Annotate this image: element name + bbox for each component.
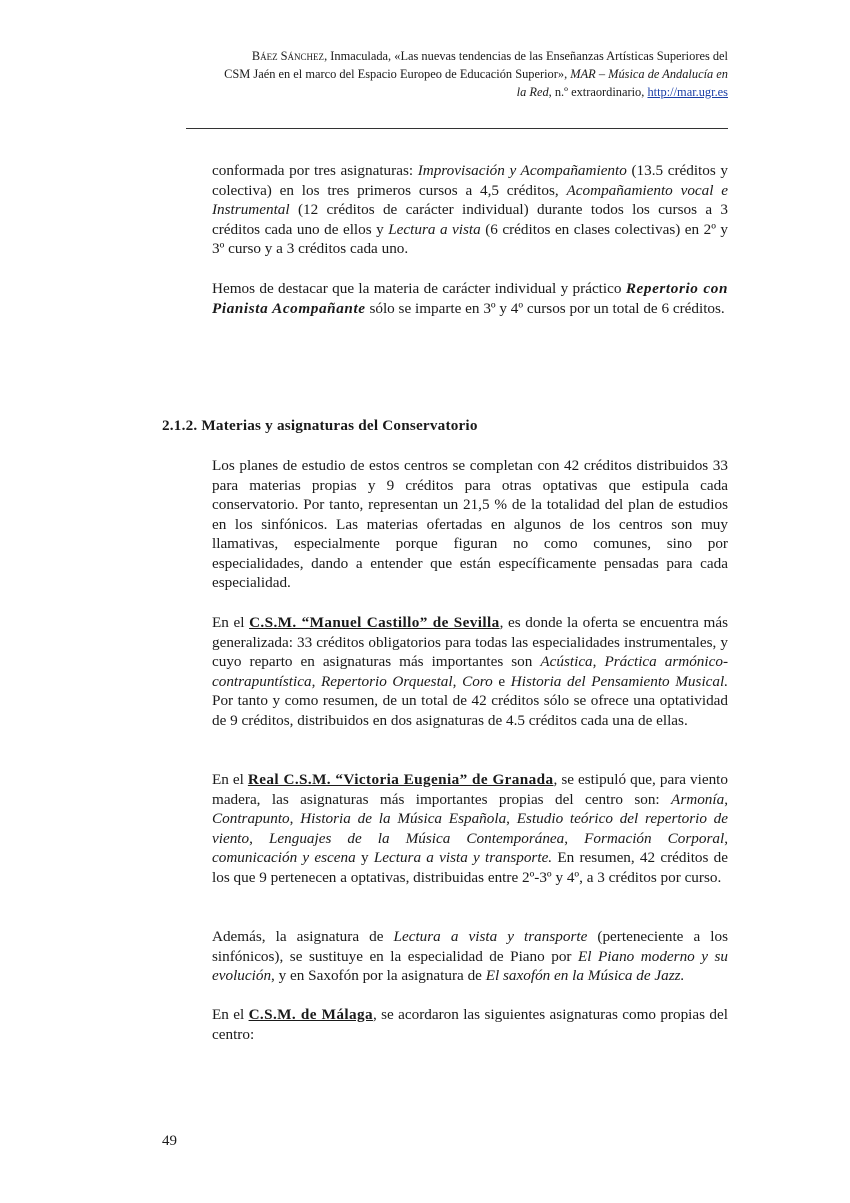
text: (12 créditos de carácter individual) durante todos los cursos a 3 créditos cada uno de ellos y <box>212 201 728 238</box>
text: , y en Saxofón por la asignatura de <box>271 967 486 984</box>
text: , <box>311 672 321 690</box>
institution-name: C.S.M. “Manuel Castillo” de Sevilla <box>249 614 500 631</box>
text: , <box>564 829 585 847</box>
header-author: Báez Sánchez <box>251 49 325 63</box>
bold-italic-text: Repertorio con Pianista Acompañante <box>212 280 728 317</box>
text: sólo se imparte en 3º y 4º cursos por un total de 6 créditos. <box>365 299 725 317</box>
text: Además, la asignatura de <box>212 928 394 945</box>
italic-text: Contrapunto <box>212 810 290 827</box>
text: (6 créditos en clases colectivas) en 2º y 3º curso y a 3 créditos cada uno. <box>212 220 728 257</box>
paragraph <box>212 161 728 259</box>
text: (perteneciente a los sinfónicos), se sustituye en la especialidad de Piano por <box>212 928 728 965</box>
italic-text: Acompañamiento vocal e Instrumental <box>212 181 729 218</box>
header-journal: la Red <box>516 85 549 99</box>
text: y <box>355 849 374 866</box>
paragraph <box>212 613 728 730</box>
paragraph: Los planes de estudio de estos centros se completan con 42 créditos distribuidos 33 para materias propias y 9 créditos para otras optativas que estipula cada conservatorio. Por tanto, representan un 21,5 % de la totalidad del plan de estudios en los sinfónicos. Las materias ofertadas en algunos de los centros son muy llamativas, especialmente porque figuran no como comunes, sino por especialidades, dando a entender que están específicamente pensadas para cada especialidad. <box>212 457 728 591</box>
text: , <box>724 790 728 808</box>
italic-text: Lectura a vista <box>388 220 481 238</box>
text: e <box>492 672 511 690</box>
italic-text: comunicación y escena <box>212 849 356 866</box>
text: , <box>249 829 269 847</box>
text: , <box>724 829 728 847</box>
italic-text: Improvisación y Acompañamiento <box>417 162 627 179</box>
paragraph <box>212 279 728 318</box>
text: En el <box>212 1006 249 1023</box>
institution-name: C.S.M. de Málaga <box>248 1006 373 1023</box>
italic-text: Repertorio Orquestal <box>321 672 453 690</box>
header-divider <box>186 128 728 129</box>
text: En el <box>212 614 250 631</box>
italic-text: Coro <box>462 672 493 690</box>
italic-text: Lectura a vista y transporte <box>393 928 588 945</box>
running-header <box>150 47 728 101</box>
text: , se acordaron las siguientes asignaturas como propias del centro: <box>212 1006 728 1043</box>
text: , se estipuló que, para viento madera, las asignaturas más importantes propias del centro son: <box>212 771 728 808</box>
text: , <box>452 672 463 690</box>
text: , <box>506 810 517 827</box>
italic-text: Práctica armónico-contrapuntística <box>212 653 729 690</box>
paragraph <box>212 927 728 986</box>
journal-link[interactable]: http://mar.ugr.es <box>647 85 728 99</box>
paragraph <box>212 1005 728 1044</box>
italic-text: Lectura a vista y transporte. <box>373 849 553 866</box>
italic-text: Estudio teórico del repertorio de viento <box>212 810 729 847</box>
italic-text: Lenguajes de la Música Contemporánea <box>268 829 565 847</box>
italic-text: Acústica <box>540 653 593 670</box>
italic-text: El saxofón en la Música de Jazz. <box>485 967 685 984</box>
italic-text: Historia de la Música Española <box>300 810 507 827</box>
page-number: 49 <box>162 1133 177 1149</box>
text: , <box>289 810 301 827</box>
text: Hemos de destacar que la materia de carácter individual y práctico <box>212 280 626 297</box>
text: En el <box>212 771 248 788</box>
text: En resumen, 42 créditos de los que 9 pertenecen a optativas, distribuidas entre 2º-3º y 4º, a 3 créditos por curso. <box>212 849 729 886</box>
italic-text: Armonía <box>671 790 725 808</box>
header-text: , Inmaculada, «Las nuevas tendencias de las Enseñanzas Artísticas Superiores del <box>324 49 728 63</box>
section-heading: 2.1.2. Materias y asignaturas del Conservatorio <box>162 417 478 434</box>
italic-text: Formación Corporal <box>584 829 725 847</box>
italic-text: Historia del Pensamiento Musical. <box>510 672 729 690</box>
text: conformada por tres asignaturas: <box>212 162 418 179</box>
institution-name: Real C.S.M. “Victoria Eugenia” de Granada <box>247 771 554 788</box>
header-text: CSM Jaén en el marco del Espacio Europeo de Educación Superior», <box>224 67 571 81</box>
header-text: , n.º extraordinario, <box>548 85 648 99</box>
italic-text: El Piano moderno y su evolución <box>212 947 729 984</box>
paragraph <box>212 770 728 887</box>
text: (13.5 créditos y colectiva) en los tres primeros cursos a 4,5 créditos, <box>212 162 728 199</box>
text: Por tanto y como resumen, de un total de 42 créditos sólo se ofrece una optatividad de 9 créditos, distribuidos en dos asignaturas de 4.5 créditos cada una de ellas. <box>212 692 728 729</box>
text: , es donde la oferta se encuentra más generalizada: 33 créditos obligatorios para todas las especialidades instrumentales, y cuyo reparto en asignaturas más importantes son <box>212 614 728 670</box>
header-journal: MAR – Música de Andalucía en <box>570 67 728 81</box>
text: , <box>592 653 605 670</box>
